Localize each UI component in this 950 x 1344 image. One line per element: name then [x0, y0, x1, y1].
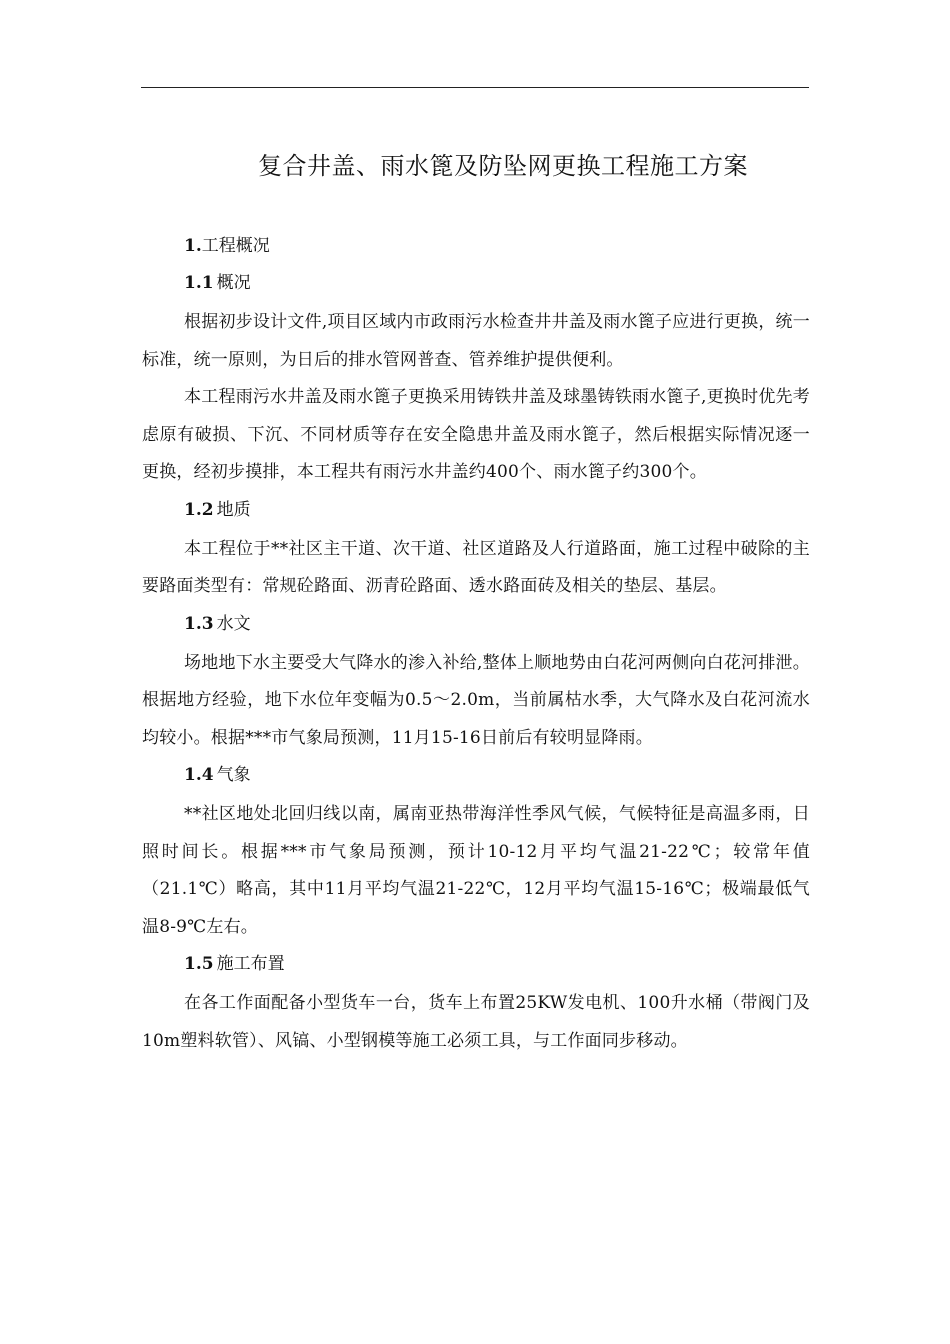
section-number: 1.1: [184, 273, 214, 293]
section-label: 地质: [216, 499, 251, 520]
section-heading-1-5: [142, 946, 810, 983]
paragraph: 本工程位于**社区主干道、次干道、社区道路及人行道路面，施工过程中破除的主要路面类型有：常规砼路面、沥青砼路面、透水路面砖及相关的垫层、基层。: [142, 538, 810, 596]
section-heading-1-2: [142, 492, 810, 529]
section-number: 1.4: [184, 765, 214, 785]
section-number: 1.: [184, 236, 202, 256]
section-label: 概况: [216, 273, 251, 293]
header-rule: [141, 87, 809, 88]
section-number: 1.5: [184, 954, 214, 974]
section-number: 1.2: [184, 499, 214, 520]
document-title: 复合井盖、雨水篦及防坠网更换工程施工方案: [258, 152, 748, 180]
section-heading-1-3: [142, 606, 810, 643]
document-body: [142, 228, 810, 1060]
paragraph: 在各工作面配备小型货车一台，货车上布置25KW发电机、100升水桶（带阀门及10m塑料软管）、风镐、小型钢模等施工必须工具，与工作面同步移动。: [142, 993, 810, 1051]
paragraph: 场地地下水主要受大气降水的渗入补给,整体上顺地势由白花河两侧向白花河排泄。根据地方经验，地下水位年变幅为0.5～2.0m，当前属枯水季，大气降水及白花河流水均较小。根据***市气象局预测，11月15-16日前后有较明显降雨。: [142, 652, 810, 748]
section-label: 施工布置: [216, 954, 285, 974]
section-heading-1-1: [142, 265, 810, 302]
section-number: 1.3: [184, 613, 214, 634]
section-heading-1: [142, 228, 810, 265]
paragraph: **社区地处北回归线以南，属南亚热带海洋性季风气候，气候特征是高温多雨，日照时间长。根据***市气象局预测，预计10-12月平均气温21-22℃；较常年值（21.1℃）略高，其中11月平均气温21-22℃，12月平均气温15-16℃；极端最低气温8-9℃左右。: [142, 804, 810, 937]
paragraph: 本工程雨污水井盖及雨水篦子更换采用铸铁井盖及球墨铸铁雨水篦子,更换时优先考虑原有破损、下沉、不同材质等存在安全隐患井盖及雨水篦子，然后根据实际情况逐一更换，经初步摸排，本工程共有雨污水井盖约400个、雨水篦子约300个。: [142, 387, 810, 482]
paragraph: 根据初步设计文件,项目区域内市政雨污水检查井井盖及雨水篦子应进行更换，统一标准，统一原则，为日后的排水管网普查、管养维护提供便利。: [142, 312, 810, 370]
section-heading-1-4: [142, 757, 810, 794]
section-label: 气象: [216, 765, 251, 785]
section-label: 水文: [216, 613, 251, 634]
section-label: 工程概况: [201, 236, 270, 256]
